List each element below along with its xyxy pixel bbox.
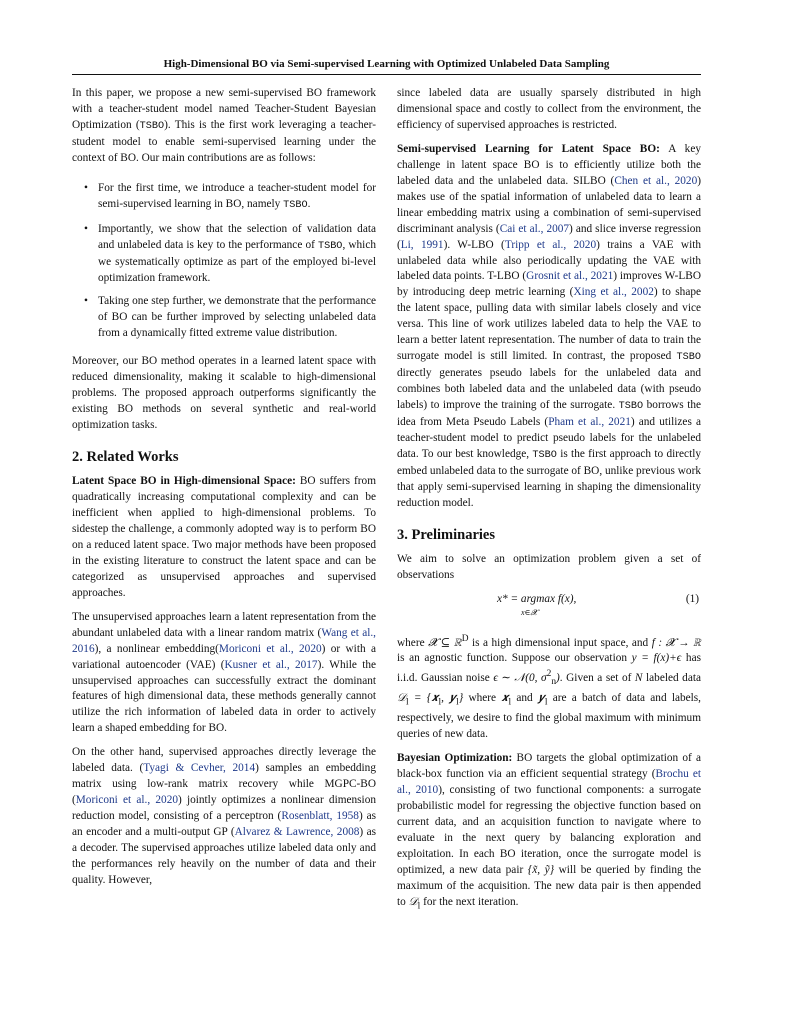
contribution-item: • Taking one step further, we demonstrate that the performance of BO can be further improved by selecting unlabeled data from a dynamically fitted extreme value distribution. [98,294,376,342]
citation-link[interactable]: Tripp et al., 2020 [504,238,597,251]
where-paragraph: where 𝓧 ⊆ ℝ$^D$ is a high dimensional input space, and f : 𝓧 → ℝ is an agnostic function. Suppose our observation y = f(x)+ϵ has i.i.d. Gaussian noise ϵ ∼ 𝒩(0, $\sigma^2_n$). Given a set of N labeled data 𝒟$_l$ = {𝒙$_l$, 𝒚$_l$} where 𝒙$_l$ and 𝒚$_l$ are a batch of data and labels, respectively, we desire to find the global maximum with minimum queries of new data. [397,633,701,741]
section-title-preliminaries: 3. Preliminaries [397,526,495,543]
right-column [397,86,701,923]
equation-1 [397,592,701,622]
unsupervised-paragraph: The unsupervised approaches learn a latent representation from the abundant unlabeled data with a linear random matrix (Wang et al., 2016), a nonlinear embedding(Moriconi et al., 2020) or with a variational autoencoder (VAE) (Kusner et al., 2017). While the unsupervised approaches can successfully extract the dominant features of high dimensional data, these methods generally cannot utilize the rich information of labeled data in order to actively learn a shaped embedding for BO. [72,610,377,735]
tsbo-code: TSBO [139,120,165,132]
equation-number: (1) [685,592,699,605]
contribution-item: • For the first time, we introduce a teacher-student model for semi-supervised learning in BO, namely TSBO. [98,181,376,214]
citation-link[interactable]: Grosnit et al., 2021 [526,270,614,283]
equation-subscript: x∈𝓧 [521,607,537,617]
contributions-list [72,181,376,343]
equation-body: x* = argmax f(x), [497,592,577,605]
citation-link[interactable]: Pham et al., 2021 [548,416,631,429]
citation-link[interactable]: Li, 1991 [400,238,444,251]
citation-link[interactable]: Cai et al., 2007 [499,222,570,235]
citation-link[interactable]: Kusner et al., 2017 [224,658,318,671]
citation-link[interactable]: Wang et al., 2016 [72,626,377,655]
contribution-item: • Importantly, we show that the selection of validation data and unlabeled data is key to the performance of TSBO, which we systematically optimize as part of the employed bi-level optimization framework. [98,222,376,287]
citation-link[interactable]: Rosenblatt, 1958 [281,810,359,823]
bayesian-optimization-paragraph: Bayesian Optimization: BO targets the global optimization of a black-box function via an efficient sequential strategy (Brochu et al., 2010), consisting of two functional components: a surrogate probabilistic model for regressing the objective function based on current data, and an acquisition function to navigate where to evaluate in the next query by balancing exploration and exploitation. In each BO iteration, once the surrogate model is optimized, a new data pair {x̃, ỹ} will be queried by finding the maximum of the acquisition. The new data pair is then appended to 𝒟$_l$ for the next iteration. [397,752,701,912]
latent-space-paragraph: Latent Space BO in High-dimensional Space: BO suffers from quadratically increasing computational complexity and can be inefficient when applied to high-dimensional problems. To sidestep the challenge, a commonly adopted way is to perform BO on a reduced latent space. Two major methods have been proposed in the existing literature to construct the latent space and can be categorized as unsupervised approaches and supervised approaches. [72,475,376,599]
intro-paragraph: In this paper, we propose a new semi-supervised BO framework with a teacher-student model named Teacher-Student Bayesian Optimization (TSBO). This is the first work leveraging a teacher-student model to enable semi-supervised learning under the context of BO. Our main contributions are as follows: [72,87,376,164]
left-column [72,86,376,897]
citation-link[interactable]: Moriconi et al., 2020 [75,794,178,807]
citation-link[interactable]: Moriconi et al., 2020 [218,642,322,655]
preliminaries-paragraph: We aim to solve an optimization problem given a set of observations [397,552,701,581]
citation-link[interactable]: Alvarez & Lawrence, 2008 [234,826,360,839]
header-rule [72,74,701,75]
running-header: High-Dimensional BO via Semi-supervised Learning with Optimized Unlabeled Data Sampling [163,58,610,70]
intro-paragraph-2: Moreover, our BO method operates in a learned latent space with reduced dimensionality, making it scalable to high-dimensional problems. The proposed approach outperforms significantly the existing BO methods on several synthetic and real-world optimization tasks. [72,355,376,432]
citation-link[interactable]: Xing et al., 2002 [573,286,654,299]
citation-link[interactable]: Chen et al., 2020 [614,174,698,187]
continuation-paragraph: since labeled data are usually sparsely distributed in high dimensional space and costly to collect from the environment, the efficiency of supervised approaches is restricted. [397,87,701,131]
supervised-paragraph: On the other hand, supervised approaches directly leverage the labeled data. (Tyagi & Cevher, 2014) samples an embedding matrix using low-rank matrix recovery while MGPC-BO (Moriconi et al., 2020) jointly optimizes a nonlinear dimension reduction model, consisting of a perceptron (Rosenblatt, 1958) as an encoder and a multi-output GP (Alvarez & Lawrence, 2008) as a decoder. The supervised approaches utilize labeled data only and the performances rely heavily on the number of data and their quality. However, [72,746,376,886]
semi-supervised-paragraph: Semi-supervised Learning for Latent Space BO: A key challenge in latent space BO is to efficiently utilize both the labeled data and the unlabeled data. SILBO (Chen et al., 2020) makes use of the spatial information of unlabeled data to learn a linear embedding matrix using a combination of semi-supervised discriminant analysis (Cai et al., 2007) and slice inverse regression (Li, 1991). W-LBO (Tripp et al., 2020) trains a VAE with unlabeled data while also periodically updating the VAE with labeled data points. T-LBO (Grosnit et al., 2021) improves W-LBO by introducing deep metric learning (Xing et al., 2002) to shape the latent space, pulling data with similar labels closely and vice versa. This line of work utilizes labeled data to help the VAE to learn a better latent representation. The number of data to train the surrogate model is still limited. In contrast, the proposed TSBO directly generates pseudo labels for the unlabeled data and combines both labeled data and the unlabeled data (with pseudo labels) to improve the training of the surrogate. TSBO borrows the idea from Meta Pseudo Labels (Pham et al., 2021) and utilizes a teacher-student model to predict pseudo labels for the unlabeled data. To our best knowledge, TSBO is the first approach to directly embed unlabeled data to the surrogate of BO, unlike previous work that apply semi-supervised learning in shaping the dimensionality reduction model. [397,142,702,509]
citation-link[interactable]: Brochu et al., 2010 [397,768,701,797]
section-title-related-works: 2. Related Works [72,449,179,466]
citation-link[interactable]: Tyagi & Cevher, 2014 [143,762,256,775]
